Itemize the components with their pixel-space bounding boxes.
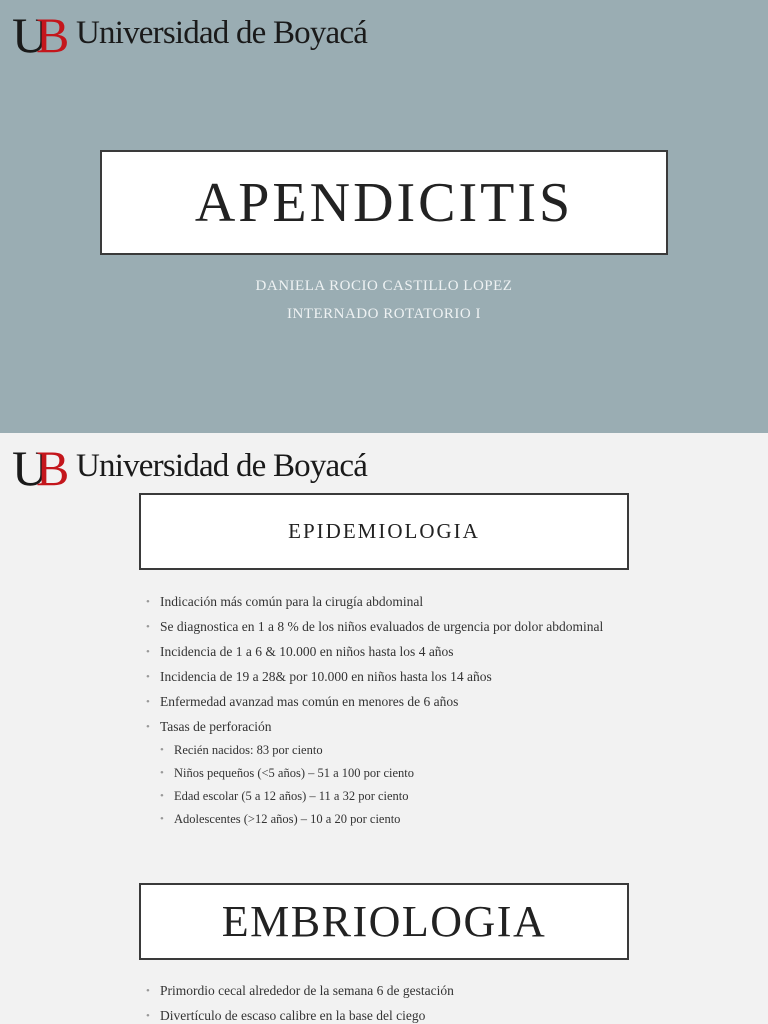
embriologia-list [146, 983, 606, 1024]
epidemiologia-list [146, 594, 606, 827]
list-item: • Enfermedad avanzad mas común en menores de 6 años [146, 694, 459, 709]
embriologia-heading: EMBRIOLOGIA [221, 897, 547, 946]
bullet-icon: • [146, 985, 150, 997]
author-name: DANIELA ROCIO CASTILLO LOPEZ [255, 278, 513, 294]
list-item: • Incidencia de 19 a 28& por 10.000 en niños hasta los 14 años [146, 669, 492, 684]
program-name: INTERNADO ROTATORIO I [286, 306, 481, 322]
epidemiologia-heading-box [139, 493, 629, 570]
list-item: • Indicación más común para la cirugía abdominal [146, 594, 424, 609]
list-item: • Divertículo de escaso calibre en la base del ciego [146, 1008, 426, 1023]
sub-list-item: • Edad escolar (5 a 12 años) – 11 a 32 por ciento [160, 789, 409, 803]
university-logo [12, 440, 368, 496]
bullet-icon: • [160, 813, 164, 825]
bullet-icon: • [146, 721, 150, 733]
bullet-icon: • [146, 596, 150, 608]
logo-mark-b: B [36, 440, 70, 496]
list-item: • Primordio cecal alrededor de la semana 6 de gestación [146, 983, 454, 998]
list-item: • Incidencia de 1 a 6 & 10.000 en niños hasta los 4 años [146, 644, 454, 659]
university-name: Universidad de Boyacá [76, 14, 368, 51]
university-logo [12, 7, 368, 63]
embriologia-heading-box [139, 883, 629, 960]
university-name: Universidad de Boyacá [76, 447, 368, 484]
title-box [100, 150, 668, 255]
logo-mark-b: B [36, 7, 70, 63]
bullet-icon: • [146, 671, 150, 683]
bullet-icon: • [146, 646, 150, 658]
ub-logo-mark [12, 7, 74, 63]
content-slide [0, 433, 768, 1024]
logo-mark-u: U [12, 440, 43, 496]
bullet-icon: • [160, 790, 164, 802]
list-item: • Se diagnostica en 1 a 8 % de los niños evaluados de urgencia por dolor abdominal [146, 619, 604, 634]
bullet-icon: • [160, 767, 164, 779]
logo-mark-u: U [12, 7, 43, 63]
bullet-icon: • [146, 621, 150, 633]
presentation-title: APENDICITIS [194, 171, 574, 234]
sub-list-item: • Recién nacidos: 83 por ciento [160, 743, 323, 757]
sub-list-item: • Niños pequeños (<5 años) – 51 a 100 por ciento [160, 766, 414, 780]
bullet-icon: • [146, 696, 150, 708]
ub-logo-mark [12, 440, 74, 496]
epidemiologia-heading: EPIDEMIOLOGIA [288, 519, 480, 543]
bullet-icon: • [146, 1010, 150, 1022]
list-item: • Tasas de perforación [146, 719, 272, 734]
bullet-icon: • [160, 744, 164, 756]
sub-list-item: • Adolescentes (>12 años) – 10 a 20 por ciento [160, 812, 401, 826]
title-slide [0, 0, 768, 433]
